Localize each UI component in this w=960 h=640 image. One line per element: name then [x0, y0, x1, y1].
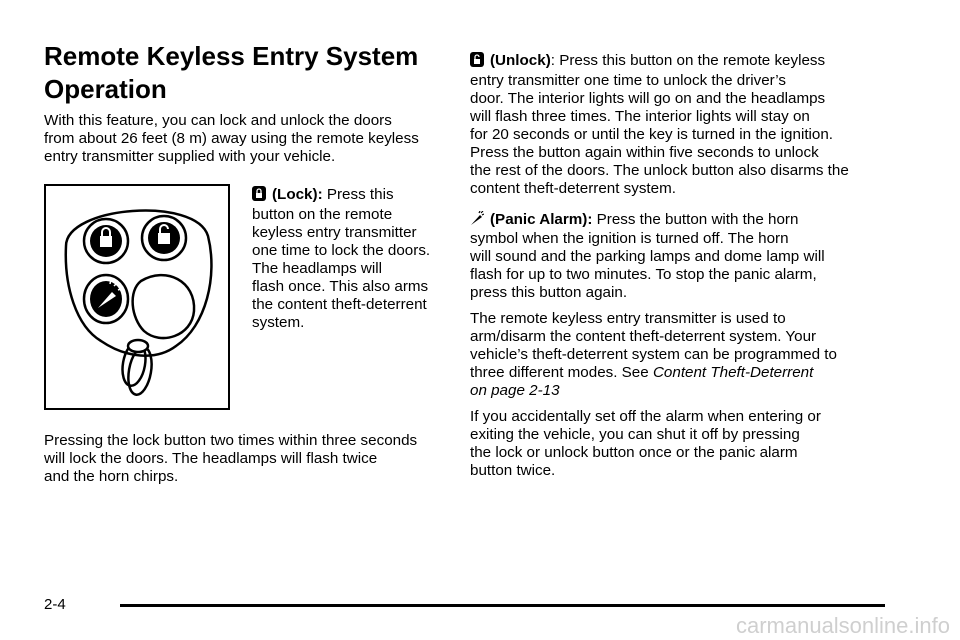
unlock-line: will flash three times. The interior lights will stay on	[470, 108, 810, 125]
unlock-label: (Unlock)	[490, 52, 551, 69]
key-fob-illustration	[44, 184, 230, 410]
arm-line-text: three different modes. See	[470, 364, 649, 381]
key-fob-icon	[46, 186, 228, 408]
panic-line: press this button again.	[470, 284, 628, 301]
unlock-line: Press the button again within five seconds to unlock	[470, 144, 819, 161]
unlock-first: : Press this button on the remote keyless	[550, 52, 826, 69]
lock-line: system.	[252, 314, 305, 331]
lock-line: keyless entry transmitter	[252, 224, 417, 241]
unlock-line: the rest of the doors. The unlock button also disarms the	[470, 162, 849, 179]
horn-icon	[470, 211, 484, 226]
panic-line	[470, 211, 798, 230]
lock-line: one time to lock the doors.	[252, 242, 431, 259]
arm-line: The remote keyless entry transmitter is used to	[470, 310, 786, 327]
alarm-line: If you accidentally set off the alarm when entering or	[470, 408, 821, 425]
intro-line: from about 26 feet (8 m) away using the remote keyless	[44, 130, 419, 147]
unlock-line: entry transmitter one time to unlock the driver’s	[470, 72, 786, 89]
page-number: 2-4	[44, 596, 66, 613]
lock-line: flash once. This also arms	[252, 278, 429, 295]
lock-line: The headlamps will	[252, 260, 382, 277]
panic-line: will sound and the parking lamps and dome lamp will	[470, 248, 825, 265]
double-lock-line: will lock the doors. The headlamps will flash twice	[44, 450, 378, 467]
double-lock-line: Pressing the lock button two times within three seconds	[44, 432, 418, 449]
unlock-line	[470, 52, 825, 71]
title-line-2: Operation	[44, 74, 167, 104]
double-lock-line: and the horn chirps.	[44, 468, 179, 485]
title-line-1: Remote Keyless Entry System	[44, 41, 419, 71]
watermark: carmanualsonline.info	[735, 613, 950, 638]
lock-label: (Lock):	[272, 186, 323, 203]
lock-text-first: Press this	[326, 186, 394, 203]
cross-reference-link[interactable]: Content Theft-Deterrent	[652, 364, 814, 381]
arm-line	[470, 364, 813, 383]
cross-reference-page[interactable]: on page 2-13	[470, 382, 560, 399]
unlock-line: content theft-deterrent system.	[470, 180, 676, 197]
alarm-line: exiting the vehicle, you can shut it off by pressing	[470, 426, 800, 443]
arm-line: arm/disarm the content theft-deterrent system. Your	[470, 328, 817, 345]
panic-label: (Panic Alarm):	[490, 211, 593, 228]
alarm-line: the lock or unlock button once or the panic alarm	[470, 444, 798, 461]
lock-line: the content theft-deterrent	[252, 296, 427, 313]
unlock-icon	[470, 52, 484, 67]
panic-line: flash for up to two minutes. To stop the panic alarm,	[470, 266, 817, 283]
intro-line: With this feature, you can lock and unlock the doors	[44, 112, 392, 129]
section-title	[44, 40, 444, 106]
panic-first: Press the button with the horn	[596, 211, 799, 228]
arm-line: vehicle’s theft-deterrent system can be programmed to	[470, 346, 837, 363]
lock-icon	[252, 186, 266, 201]
unlock-line: door. The interior lights will go on and the headlamps	[470, 90, 826, 107]
intro-line: entry transmitter supplied with your vehicle.	[44, 148, 336, 165]
panic-line: symbol when the ignition is turned off. The horn	[470, 230, 789, 247]
unlock-line: for 20 seconds or until the key is turned in the ignition.	[470, 126, 834, 143]
footer-rule	[120, 604, 885, 607]
lock-line: button on the remote	[252, 206, 393, 223]
alarm-line: button twice.	[470, 462, 556, 479]
lock-line	[252, 186, 394, 205]
